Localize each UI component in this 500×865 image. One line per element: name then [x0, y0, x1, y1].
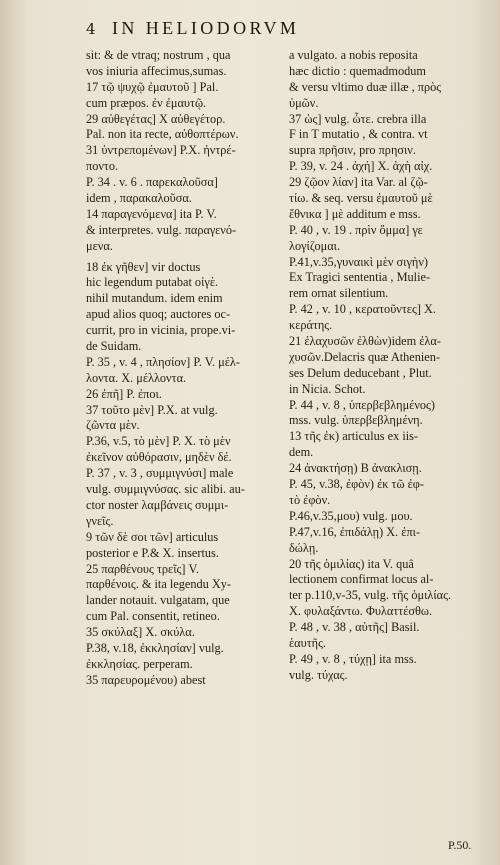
text-line: P.36, v.5, τὸ μὲν] P. X. τὸ μὲν [86, 434, 231, 449]
text-line: P. 34 . v. 6 . παρεκαλοῦσα] [86, 175, 218, 190]
text-line: ζῶντα μὲν. [86, 418, 140, 433]
text-line: rem ornat silentium. [289, 286, 389, 301]
text-line: ter p.110,v-35, vulg. τῆς ὁμιλίας. [289, 588, 452, 603]
text-line: Ex Tragici sententia , Mulie- [289, 270, 431, 285]
text-line: apud alios quoq; auctores oc- [86, 307, 231, 322]
text-line: ctor noster λαμβάνεις συμμι- [86, 497, 229, 512]
page-number: 4 [86, 20, 96, 38]
text-line: posterior e P.& X. insertus. [86, 545, 219, 560]
text-line: P. 37 , v. 3 , συμμιγνύσι] male [86, 466, 234, 481]
text-line: & interpretes. vulg. παραγενό- [86, 222, 237, 237]
text-line: ἔθνικα ] μὲ additum e mss. [289, 206, 421, 221]
text-line: currit, pro in vicinia, prope.vi- [86, 323, 236, 338]
text-line: nihil mutandum. idem enim [86, 291, 223, 306]
text-line: ποντο. [86, 159, 119, 174]
text-line: γνεῖς. [86, 513, 114, 528]
text-line: 20 τῆς ὁμιλίας) ita V. quâ [289, 556, 414, 571]
text-line: 17 τῷ ψυχῷ ἐμαυτοῦ ] Pal. [86, 79, 219, 94]
text-line: ses Delum deducebant , Plut. [289, 365, 432, 380]
text-line: P. 35 , v. 4 , πλησίον] P. V. μέλ- [86, 354, 240, 369]
text-line: 26 ἐπῆ] P. ἐποι. [86, 386, 162, 401]
text-line: ἐκκλησίας. perperam. [86, 656, 193, 671]
text-line: 37 ὡς] vulg. ὧτε. crebra illa [289, 111, 427, 126]
text-line: 14 παραγενόμενα] ita P. V. [86, 206, 217, 221]
text-line: sit: & de vtraq; nostrum , qua [86, 48, 231, 62]
text-line: X. φυλαξάντω. Φυλαττέσθω. [289, 604, 433, 619]
text-line: P.46,v.35,μου) vulg. μου. [289, 508, 413, 523]
text-line: P. 44 , v. 8 , ὑπερβεβλημένος) [289, 397, 436, 412]
page-header [0, 18, 500, 42]
text-line: 35 σκύλαξ] X. σκύλα. [86, 625, 195, 640]
text-line: λογίζομαι. [289, 238, 341, 253]
text-line: hic legendum putabat οἰγὲ. [86, 275, 219, 290]
text-line: 25 παρθένους τρεῖς] V. [86, 561, 199, 576]
text-line: 9 τῶν δὲ σοι τῶν] articulus [86, 529, 219, 544]
text-line: P. 40 , v. 19 . πρὶν ὄμμα] γε [289, 222, 423, 237]
text-line: ἐκεῖνον αὐθόρασιν, μηδὲν δέ. [86, 450, 232, 465]
text-line: 37 τοῦτο μὲν] P.X. at vulg. [86, 402, 218, 417]
text-line: lander notauit. vulgatam, que [86, 593, 230, 608]
text-line: hæc dictio : quemadmodum [289, 63, 426, 78]
text-line: P. 42 , v. 10 , κερατοῦντες] X. [289, 302, 436, 317]
text-line: in Nicia. Schot. [289, 381, 366, 396]
text-line: 18 ἐκ γῆθεν] vir doctus [86, 259, 201, 274]
running-title: IN HELIODORVM [112, 18, 300, 38]
text-line: 21 ἐλαχυσῶν ἐλθὼν)idem ἐλα- [289, 334, 441, 349]
text-line: mss. vulg. ὑπερβεβλημένη. [289, 413, 423, 428]
text-line: ἑαυτῆς. [289, 635, 327, 650]
text-line: Pal. non ita recte, αὐθοπτέρων. [86, 127, 239, 142]
text-line: a vulgato. a nobis reposita [289, 48, 418, 62]
text-line: F in T mutatio , & contra. vt [289, 127, 428, 142]
text-line: τίω. & seq. versu ἐμαυτοῦ μὲ [289, 191, 433, 206]
text-line: 13 τῆς ἐκ) articulus ex iis- [289, 429, 419, 444]
text-line: supra πρῆσιν, pro πρησιν. [289, 143, 416, 158]
text-line: cum Pal. consentit, retineo. [86, 609, 220, 624]
text-line: cum præpos. ἐν ἐμαυτῷ. [86, 95, 207, 110]
text-line: P. 49 , v. 8 , τύχῃ] ita mss. [289, 651, 417, 666]
text-line: P.41,v.35,γυναικὶ μὲν σιγὴν) [289, 254, 428, 269]
right-column [289, 48, 489, 684]
text-line: P.38, v.18, ἐκκλησίαν] vulg. [86, 640, 224, 655]
text-line: vulg. συμμιγνύσας. sic alibi. au- [86, 482, 245, 497]
text-line: 29 αὐθεγέτας] X αὐθεγέτορ. [86, 111, 226, 126]
text-line: P. 45, v.38, ἐφὸν) ἐκ τῶ ἐφ- [289, 477, 424, 492]
catchword: P.50. [448, 838, 472, 852]
text-line: ὑμῶν. [289, 95, 319, 110]
text-line: dem. [289, 445, 314, 460]
text-line: de Suidam. [86, 339, 142, 354]
text-line: παρθένοις. & ita legendu Xy- [86, 577, 232, 592]
text-line: idem , παρακαλοῦσα. [86, 191, 192, 206]
text-line: τὸ ἐφὸν. [289, 492, 331, 507]
text-line: 31 ὑντρεπομένων] P.X. ἠντρέ- [86, 143, 236, 158]
text-line: λοντα. X. μέλλοντα. [86, 370, 187, 385]
text-line: lectionem confirmat locus al- [289, 572, 434, 587]
text-line: μενα. [86, 238, 113, 253]
left-column [86, 48, 282, 689]
text-line: κεράτης. [289, 318, 333, 333]
text-line: vulg. τύχας. [289, 667, 348, 682]
text-line: 24 ἀνακτήσῃ) B ἀνακλισῃ. [289, 461, 422, 476]
text-line: P.47,v.16, ἐπιδάλῃ) X. ἐπι- [289, 524, 421, 539]
text-line: 35 παρευρομένου) abest [86, 672, 206, 687]
text-line: δώλῃ. [289, 540, 319, 555]
text-line: & versu vltimo duæ illæ , πρὸς [289, 79, 442, 94]
text-line: P. 48 , v. 38 , αὐτῆς] Basil. [289, 620, 420, 635]
text-line: vos iniuria affecimus,sumas. [86, 63, 227, 78]
text-line: 29 ζῷον λίαν] ita Var. al ζῷ- [289, 175, 428, 190]
text-line: χυσῶν.Delacris quæ Athenien- [289, 349, 441, 364]
text-line: P. 39, v. 24 . ἀχή] X. ἀχὴ αἰχ. [289, 159, 433, 174]
